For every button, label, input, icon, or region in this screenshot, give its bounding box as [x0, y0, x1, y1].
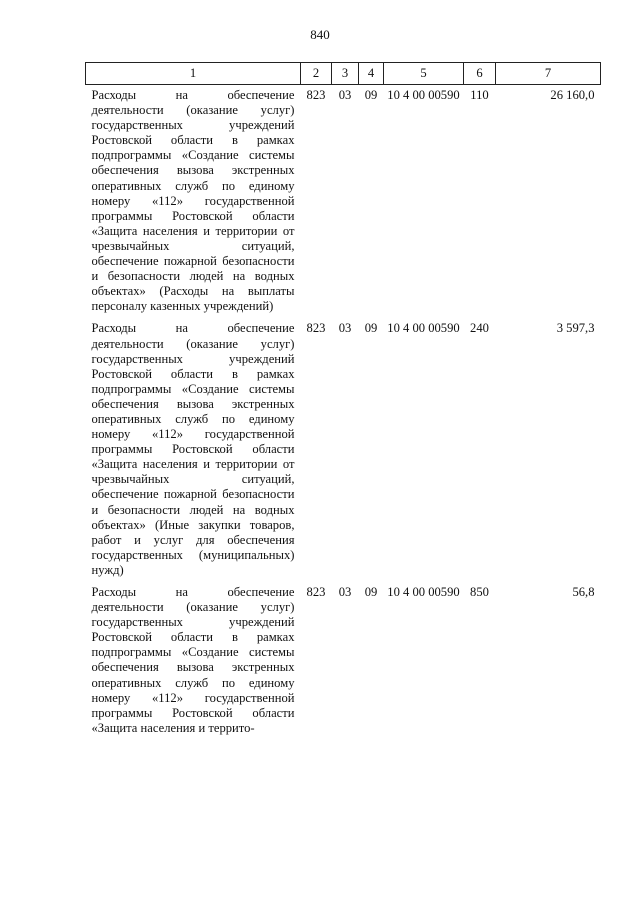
subsection-code: 09 [364, 585, 378, 599]
section-code: 03 [338, 88, 352, 102]
budget-table [85, 62, 601, 740]
expense-description: Расходы на обеспечение деятельности (оказание услуг) государственных учреждений Ростовской области в рамках подпрограммы «Создание системы обеспечения вызова экстренных оперативных служб по единому номеру «112» государственной программы Ростовской области «Защита населения и террито- [91, 585, 295, 735]
table-row [86, 85, 601, 319]
amount: 26 160,0 [550, 88, 595, 102]
target-article-code: 10 4 00 00590 [387, 321, 460, 336]
amount: 56,8 [572, 585, 595, 599]
column-header: 3 [332, 63, 359, 85]
table-row [86, 582, 601, 740]
table-row [86, 318, 601, 582]
expense-type-code: 240 [470, 321, 489, 336]
table-header-row [86, 63, 601, 85]
expense-type-code: 110 [470, 88, 489, 102]
column-header: 2 [301, 63, 332, 85]
column-header: 1 [86, 63, 301, 85]
expense-type-code: 850 [470, 585, 489, 599]
column-header: 5 [384, 63, 464, 85]
target-article-code: 10 4 00 00590 [387, 585, 460, 599]
subsection-code: 09 [364, 88, 378, 102]
expense-description: Расходы на обеспечение деятельности (оказание услуг) государственных учреждений Ростовской области в рамках подпрограммы «Создание системы обеспечения вызова экстренных оперативных служб по единому номеру «112» государственной программы Ростовской области «Защита населения и территории от чрезвычайных ситуаций, обеспечение пожарной безопасности и безопасности людей на водных объектах» (Иные закупки товаров, работ и услуг для обеспечения государственных (муниципальных) нужд) [91, 321, 295, 577]
ministry-code: 823 [306, 88, 326, 102]
column-header: 7 [496, 63, 601, 85]
target-article-code: 10 4 00 00590 [387, 88, 460, 102]
subsection-code: 09 [364, 321, 378, 336]
page-number: 840 [310, 27, 330, 42]
expense-description: Расходы на обеспечение деятельности (оказание услуг) государственных учреждений Ростовской области в рамках подпрограммы «Создание системы обеспечения вызова экстренных оперативных служб по единому номеру «112» государственной программы Ростовской области «Защита населения и территории от чрезвычайных ситуаций, обеспечение пожарной безопасности и безопасности людей на водных объектах» (Расходы на выплаты персоналу казенных учреждений) [91, 88, 295, 314]
column-header: 6 [464, 63, 496, 85]
section-code: 03 [338, 585, 352, 599]
ministry-code: 823 [306, 321, 326, 336]
ministry-code: 823 [306, 585, 326, 599]
column-header: 4 [359, 63, 384, 85]
amount: 3 597,3 [556, 321, 595, 336]
section-code: 03 [338, 321, 352, 336]
